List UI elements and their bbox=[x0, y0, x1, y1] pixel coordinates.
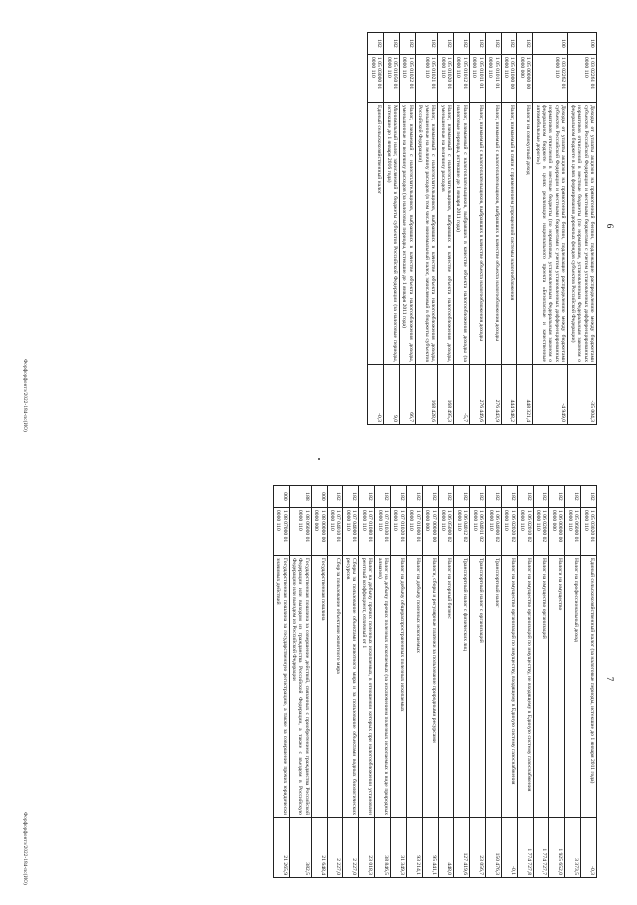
budget-code-cell: 1 06 00000 00 0000 000 bbox=[549, 508, 565, 556]
admin-code-cell: 182 bbox=[400, 33, 416, 55]
table-row bbox=[454, 486, 470, 878]
admin-code-cell: 182 bbox=[415, 33, 437, 55]
revenue-name-cell: Налог, взимаемый с налогоплательщиков, выбравших в качестве объекта налогообложения доходы, уменьшенные на величину расходов bbox=[438, 103, 454, 365]
revenue-name-cell: Сборы за пользование объектами животного мира и за пользование объектами водных биологических ресурсов bbox=[343, 556, 359, 818]
table-row bbox=[469, 33, 485, 425]
amount-cell: 168 428,6 bbox=[415, 365, 437, 425]
amount-cell: 448 321,4 bbox=[517, 365, 533, 425]
table-row bbox=[375, 486, 391, 878]
admin-code-cell: 182 bbox=[469, 33, 485, 55]
table-row bbox=[533, 486, 549, 878]
amount-cell: 9,0 bbox=[384, 365, 400, 425]
budget-code-cell: 1 07 00000 00 0000 000 bbox=[422, 508, 438, 556]
budget-code-cell: 1 05 03000 01 0000 110 bbox=[368, 55, 384, 103]
admin-code-cell: 182 bbox=[549, 486, 565, 508]
table-row bbox=[565, 486, 581, 878]
revenue-name-cell: Доходы от уплаты акцизов на прямогонный бензин, подлежащие распределению между бюджетами субъектов Российской Федерации и местными бюджетами с учетом установленных дифференцированных нормативов отчислений в местные бюджеты (по нормативам, установленным Федеральным законом о федеральном бюджете в целях формирования дорожных фондов субъектов Российской Федерации) bbox=[568, 103, 597, 365]
budget-code-cell: 1 05 01011 01 0000 110 bbox=[469, 55, 485, 103]
budget-code-cell: 1 07 01020 01 0000 110 bbox=[391, 508, 407, 556]
revenue-name-cell: Налоги на имущество bbox=[549, 556, 565, 818]
table-row bbox=[568, 33, 597, 425]
revenue-name-cell: Налог на добычу полезных ископаемых bbox=[406, 556, 422, 818]
admin-code-cell: 182 bbox=[327, 486, 343, 508]
revenue-name-cell: Налог на добычу прочих полезных ископаемых (за исключением полезных ископаемых в виде природных алмазов) bbox=[375, 556, 391, 818]
revenue-name-cell: Налог, взимаемый с налогоплательщиков, выбравших в качестве объекта налогообложения доходы, уменьшенные на величину расходов (за налоговые периоды, истекшие до 1 января 2011 года) bbox=[400, 103, 416, 365]
table-row bbox=[391, 486, 407, 878]
revenue-name-cell: Минимальный налог, зачисляемый в бюджеты субъектов Российской Федерации (за налоговые периоды, истекшие до 1 января 2016 года) bbox=[384, 103, 400, 365]
table-row bbox=[533, 33, 568, 425]
amount-cell: -0,3 bbox=[581, 818, 597, 878]
budget-code-cell: 1 08 00000 00 0000 000 bbox=[311, 508, 327, 556]
budget-code-cell: 1 08 06000 01 0000 110 bbox=[289, 508, 311, 556]
budget-code-cell: 1 06 05000 02 0000 110 bbox=[438, 508, 454, 556]
budget-code-cell: 1 05 01020 01 0000 110 bbox=[438, 55, 454, 103]
admin-code-cell: 000 bbox=[311, 486, 327, 508]
admin-code-cell: 182 bbox=[486, 486, 502, 508]
admin-code-cell: 182 bbox=[359, 486, 375, 508]
amount-cell: 31 349,3 bbox=[391, 818, 407, 878]
budget-code-cell: 1 05 03020 01 0000 110 bbox=[581, 508, 597, 556]
table-row bbox=[343, 486, 359, 878]
revenue-name-cell: Налог, взимаемый с налогоплательщиков, выбравших в качестве объекта налогообложения доходы (за налоговые периоды, истекшие до 1 января 2011 года) bbox=[453, 103, 469, 365]
table-row bbox=[438, 33, 454, 425]
revenue-name-cell: Доходы от уплаты акцизов на прямогонный бензин, подлежащие распределению между бюджетами субъектов Российской Федерации и местными бюджетами с учетом установленных дифференцированных нормативов отчислений в местные бюджеты (по нормативам, установленным Федеральным законом о федеральном бюджете в целях реализации национального проекта «Безопасные и качественные автомобильные дороги») bbox=[533, 103, 568, 365]
amount-cell: 66,7 bbox=[400, 365, 416, 425]
admin-code-cell: 182 bbox=[375, 486, 391, 508]
table-row bbox=[486, 486, 502, 878]
amount-cell: 444 948,2 bbox=[501, 365, 517, 425]
admin-code-cell: 182 bbox=[438, 33, 454, 55]
admin-code-cell: 188 bbox=[289, 486, 311, 508]
table-row bbox=[406, 486, 422, 878]
amount-cell: 448,0 bbox=[438, 818, 454, 878]
table-row bbox=[327, 486, 343, 878]
revenue-name-cell: Государственная пошлина за совершение действий, связанных с приобретением гражданства Российской Федерации или выходом из гражданства Российской Федерации, а также с въездом в Российскую Федерацию или выездом из Российской Федерации bbox=[289, 556, 311, 818]
budget-code-cell: 1 07 04000 01 0000 110 bbox=[343, 508, 359, 556]
document-footer: Форфорфонтз/2022-184-пс(ИО) bbox=[22, 359, 27, 432]
revenue-name-cell: Единый сельскохозяйственный налог bbox=[368, 103, 384, 365]
table-row bbox=[289, 486, 311, 878]
budget-code-cell: 1 03 02262 01 0000 110 bbox=[533, 55, 568, 103]
admin-code-cell: 182 bbox=[581, 486, 597, 508]
budget-code-cell: 1 07 01000 01 0000 110 bbox=[406, 508, 422, 556]
table-row bbox=[415, 33, 437, 425]
table-row bbox=[501, 486, 517, 878]
admin-code-cell: 182 bbox=[422, 486, 438, 508]
page-number: 7 bbox=[605, 676, 615, 682]
revenue-name-cell: Налог на игорный бизнес bbox=[438, 556, 454, 818]
budget-code-cell: 1 06 02000 02 0000 110 bbox=[533, 508, 549, 556]
revenue-table bbox=[367, 32, 597, 425]
document-footer: Форфорфонтз/2022-184-пс(ИО) bbox=[22, 812, 27, 885]
budget-code-cell: 1 07 01030 01 0000 110 bbox=[375, 508, 391, 556]
admin-code-cell: 182 bbox=[517, 33, 533, 55]
budget-code-cell: 1 05 01021 01 0000 110 bbox=[415, 55, 437, 103]
budget-code-cell: 1 06 02020 02 0000 110 bbox=[501, 508, 517, 556]
table-row bbox=[517, 486, 533, 878]
table-row bbox=[384, 33, 400, 425]
admin-code-cell: 000 bbox=[273, 486, 289, 508]
revenue-name-cell: Государственная пошлина bbox=[311, 556, 327, 818]
table-row bbox=[422, 486, 438, 878]
revenue-table bbox=[273, 485, 597, 878]
amount-cell: 150 476,3 bbox=[486, 818, 502, 878]
admin-code-cell: 182 bbox=[501, 486, 517, 508]
scan-speck bbox=[318, 458, 320, 460]
revenue-name-cell: Транспортный налог bbox=[486, 556, 502, 818]
amount-cell: 276 443,9 bbox=[485, 365, 501, 425]
admin-code-cell: 182 bbox=[343, 486, 359, 508]
budget-code-cell: 1 03 02261 01 0000 110 bbox=[568, 55, 597, 103]
table-row bbox=[485, 33, 501, 425]
revenue-name-cell: Налог, взимаемый с налогоплательщиков, выбравших в качестве объекта налогообложения доходы, уменьшенные на величину расходов (в том числе минимальный налог, зачисляемый в бюджеты субъектов Российской Федерации) bbox=[415, 103, 437, 365]
admin-code-cell: 182 bbox=[517, 486, 533, 508]
revenue-name-cell: Транспортный налог с физических лиц bbox=[454, 556, 470, 818]
amount-cell: 2 227,0 bbox=[343, 818, 359, 878]
admin-code-cell: 182 bbox=[533, 486, 549, 508]
budget-code-cell: 1 05 01000 00 0000 110 bbox=[501, 55, 517, 103]
table-row bbox=[517, 33, 533, 425]
page-6 bbox=[0, 0, 637, 452]
revenue-name-cell: Налог, взимаемый с налогоплательщиков, выбравших в качестве объекта налогообложения доходы bbox=[469, 103, 485, 365]
amount-cell: 3 373,5 bbox=[565, 818, 581, 878]
amount-cell: -35 004,3 bbox=[568, 365, 597, 425]
amount-cell: 382,5 bbox=[289, 818, 311, 878]
revenue-table-body bbox=[273, 486, 596, 878]
budget-code-cell: 1 05 01012 01 0000 110 bbox=[453, 55, 469, 103]
revenue-name-cell: Налоги на совокупный доход bbox=[517, 103, 533, 365]
budget-code-cell: 1 05 01011 01 0000 110 bbox=[485, 55, 501, 103]
admin-code-cell: 182 bbox=[485, 33, 501, 55]
amount-cell: -0,3 bbox=[368, 365, 384, 425]
amount-cell: 2 227,0 bbox=[327, 818, 343, 878]
budget-code-cell: 1 06 04012 02 0000 110 bbox=[454, 508, 470, 556]
revenue-name-cell: Налог на имущество организаций по имуществу, входящему в Единую систему газоснабжения bbox=[501, 556, 517, 818]
amount-cell: 1 925 652,0 bbox=[549, 818, 565, 878]
table-row bbox=[549, 486, 565, 878]
table-row bbox=[501, 33, 517, 425]
admin-code-cell: 182 bbox=[454, 486, 470, 508]
amount-cell: 127 419,6 bbox=[454, 818, 470, 878]
revenue-name-cell: Налог на имущество организаций bbox=[533, 556, 549, 818]
admin-code-cell: 182 bbox=[438, 486, 454, 508]
amount-cell: 23 056,7 bbox=[470, 818, 486, 878]
page-7 bbox=[0, 453, 637, 905]
admin-code-cell: 182 bbox=[565, 486, 581, 508]
budget-code-cell: 1 08 07000 01 0000 110 bbox=[273, 508, 289, 556]
table-row bbox=[273, 486, 289, 878]
revenue-name-cell: Единый сельскохозяйственный налог (за налоговые периоды, истекшие до 1 января 2011 года) bbox=[581, 556, 597, 818]
revenue-name-cell: Налог на добычу общераспространенных полезных ископаемых bbox=[391, 556, 407, 818]
revenue-name-cell: Налог, взимаемый в связи с применением упрощенной системы налогообложения bbox=[501, 103, 517, 365]
amount-cell: 21 648,4 bbox=[311, 818, 327, 878]
revenue-name-cell: Налоги, сборы и регулярные платежи за пользование природными ресурсами bbox=[422, 556, 438, 818]
admin-code-cell: 182 bbox=[391, 486, 407, 508]
amount-cell: 93 214,1 bbox=[406, 818, 422, 878]
budget-code-cell: 1 05 06000 01 0000 110 bbox=[565, 508, 581, 556]
amount-cell: -5,7 bbox=[453, 365, 469, 425]
budget-code-cell: 1 07 01080 01 0000 110 bbox=[359, 508, 375, 556]
amount-cell: 23 018,3 bbox=[359, 818, 375, 878]
admin-code-cell: 182 bbox=[470, 486, 486, 508]
admin-code-cell: 100 bbox=[533, 33, 568, 55]
table-row bbox=[359, 486, 375, 878]
revenue-name-cell: Налог, взимаемый с налогоплательщиков, выбравших в качестве объекта налогообложения доходы bbox=[485, 103, 501, 365]
table-row bbox=[438, 486, 454, 878]
amount-cell: 21 265,9 bbox=[273, 818, 289, 878]
amount-cell: 168 495,3 bbox=[438, 365, 454, 425]
budget-code-cell: 1 06 02010 02 0000 110 bbox=[517, 508, 533, 556]
amount-cell: 276 449,6 bbox=[469, 365, 485, 425]
table-row bbox=[581, 486, 597, 878]
table-row bbox=[453, 33, 469, 425]
revenue-name-cell: Налог на имущество организаций по имуществу, не входящему в Единую систему газоснабжения bbox=[517, 556, 533, 818]
budget-code-cell: 1 05 00000 00 0000 000 bbox=[517, 55, 533, 103]
revenue-name-cell: Налог на добычу прочих полезных ископаемых, в отношении которых при налогообложении установлен рентный коэффициент, отличный от 1 bbox=[359, 556, 375, 818]
amount-cell: 38 846,5 bbox=[375, 818, 391, 878]
admin-code-cell: 100 bbox=[568, 33, 597, 55]
budget-code-cell: 1 06 04011 02 0000 110 bbox=[470, 508, 486, 556]
revenue-name-cell: Сбор за пользование объектами животного мира bbox=[327, 556, 343, 818]
budget-code-cell: 1 05 01022 01 0000 110 bbox=[400, 55, 416, 103]
table-row bbox=[311, 486, 327, 878]
amount-cell: 1 774 727,7 bbox=[533, 818, 549, 878]
admin-code-cell: 182 bbox=[406, 486, 422, 508]
revenue-name-cell: Налог на профессиональный доход bbox=[565, 556, 581, 818]
amount-cell: 1 774 727,8 bbox=[517, 818, 533, 878]
page-7-content bbox=[0, 453, 637, 905]
table-row bbox=[400, 33, 416, 425]
page-6-content bbox=[0, 0, 637, 452]
admin-code-cell: 182 bbox=[384, 33, 400, 55]
amount-cell: -4 949,0 bbox=[533, 365, 568, 425]
revenue-name-cell: Государственная пошлина за государственную регистрацию, а также за совершение прочих юридически значимых действий bbox=[273, 556, 289, 818]
budget-code-cell: 1 06 04000 02 0000 110 bbox=[486, 508, 502, 556]
amount-cell: -0,1 bbox=[501, 818, 517, 878]
budget-code-cell: 1 05 01050 01 0000 110 bbox=[384, 55, 400, 103]
admin-code-cell: 182 bbox=[368, 33, 384, 55]
amount-cell: 95 441,1 bbox=[422, 818, 438, 878]
admin-code-cell: 182 bbox=[501, 33, 517, 55]
table-row bbox=[470, 486, 486, 878]
table-row bbox=[368, 33, 384, 425]
revenue-table-body bbox=[368, 33, 597, 425]
admin-code-cell: 182 bbox=[453, 33, 469, 55]
budget-code-cell: 1 07 04010 01 0000 110 bbox=[327, 508, 343, 556]
revenue-name-cell: Транспортный налог с организаций bbox=[470, 556, 486, 818]
page-number: 6 bbox=[605, 223, 615, 229]
